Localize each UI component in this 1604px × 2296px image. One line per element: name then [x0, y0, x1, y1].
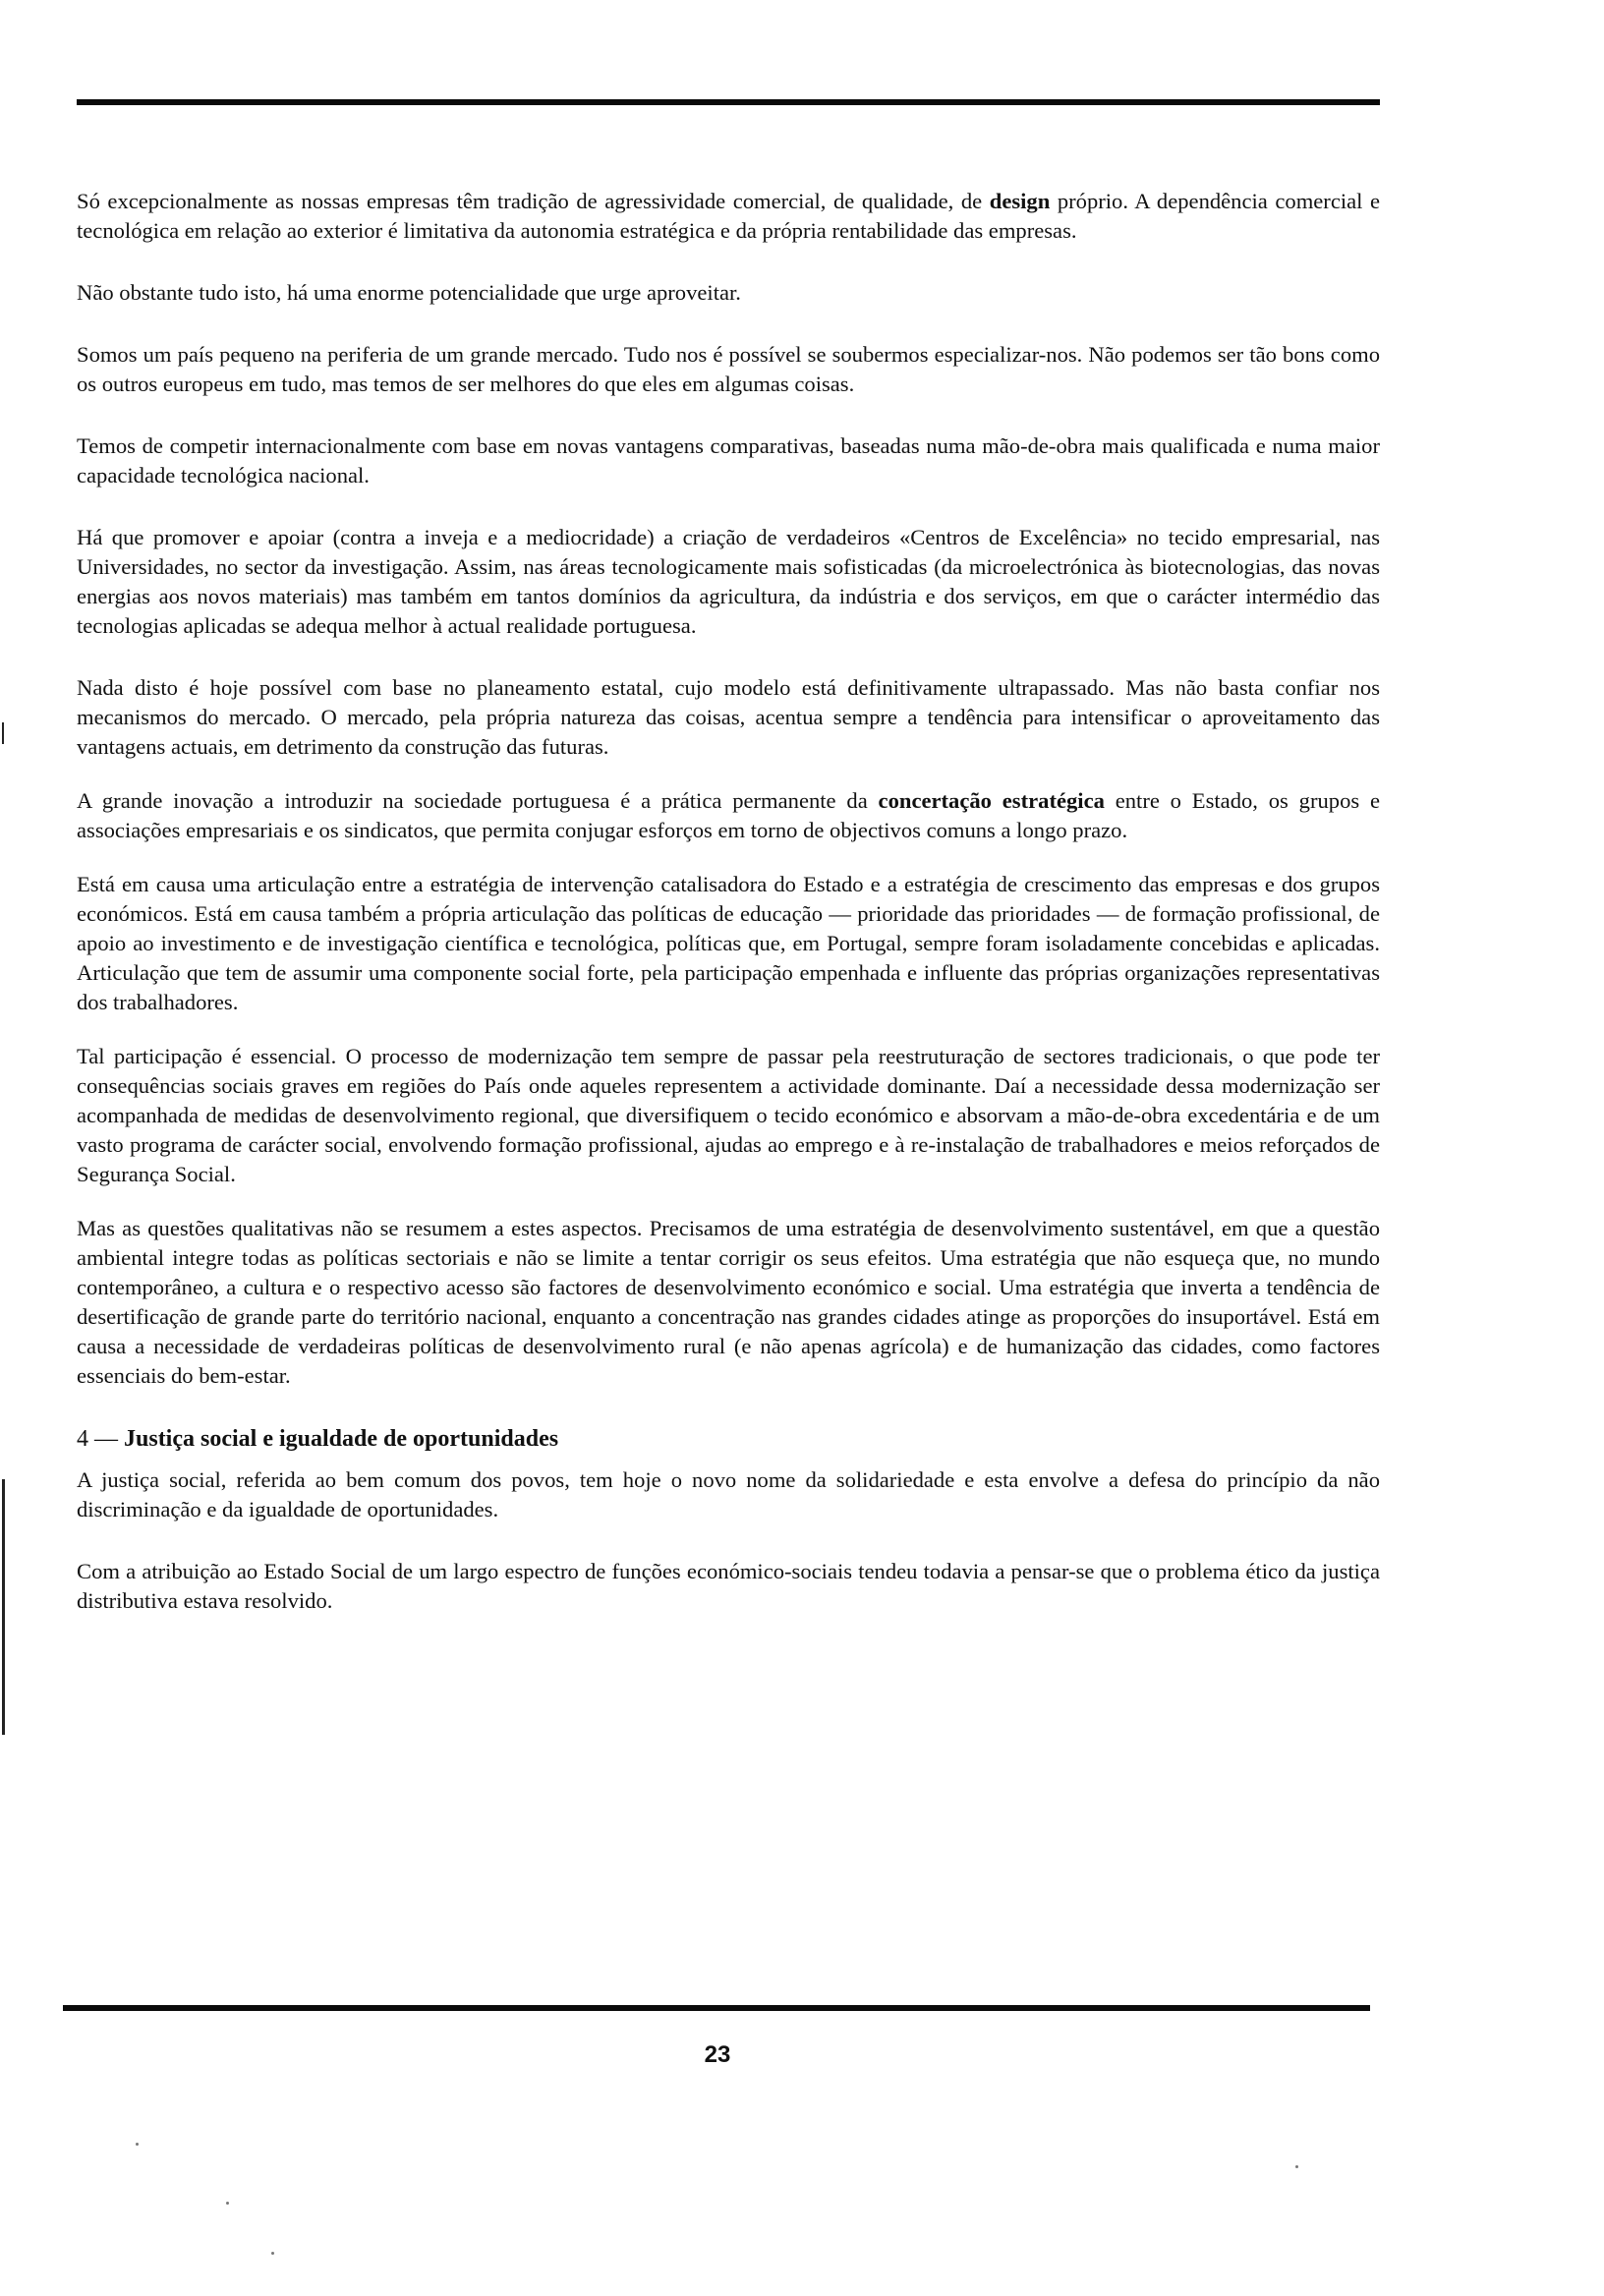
scan-margin-tick: [2, 722, 4, 744]
paragraph: [77, 1465, 1380, 1524]
paragraph: [77, 1214, 1380, 1391]
paragraph-text: Nada disto é hoje possível com base no planeamento estatal, cujo modelo está definitivamente ultrapassado. Mas não basta confiar nos mecanismos do mercado. O mercado, pela própria natureza das coisas, acentua sempre a tendência para intensificar o aproveitamento das vantagens actuais, em detrimento da construção das futuras.: [77, 675, 1380, 759]
paragraph: [77, 278, 1380, 308]
top-rule: [77, 99, 1380, 105]
paragraph-text: Tal participação é essencial. O processo de modernização tem sempre de passar pela reestruturação de sectores tradicionais, o que pode ter consequências sociais graves em regiões do País onde aqueles representem a actividade dominante. Daí a necessidade dessa modernização ser acompanhada de medidas de desenvolvimento regional, que diversifiquem o tecido económico e absorvam a mão-de-obra excedentária e de um vasto programa de carácter social, envolvendo formação profissional, ajudas ao emprego e à re-instalação de trabalhadores e meios reforçados de Segurança Social.: [77, 1044, 1380, 1186]
paragraph-text: Só excepcionalmente as nossas empresas têm tradição de agressividade comercial, de qualidade, de: [77, 189, 990, 213]
paragraph: [77, 673, 1380, 762]
paragraph: [77, 340, 1380, 399]
paragraph: [77, 431, 1380, 490]
paragraph-text: Somos um país pequeno na periferia de um grande mercado. Tudo nos é possível se soubermos especializar-nos. Não podemos ser tão bons como os outros europeus em tudo, mas temos de ser melhores do que eles em algumas coisas.: [77, 342, 1380, 396]
paragraph-text: Há que promover e apoiar (contra a inveja e a mediocridade) a criação de verdadeiros «Centros de Excelência» no tecido empresarial, nas Universidades, no sector da investigação. Assim, nas áreas tecnologicamente mais sofisticadas (da microelectrónica às biotecnologias, das novas energias aos novos materiais) mas também em tantos domínios da agricultura, da indústria e dos serviços, em que o carácter intermédio das tecnologias aplicadas se adequa melhor à actual realidade portuguesa.: [77, 525, 1380, 638]
body-text: [77, 187, 1380, 1648]
scan-speck: [1295, 2165, 1298, 2168]
bold-phrase: design: [989, 189, 1051, 213]
paragraph-text: Temos de competir internacionalmente com base em novas vantagens comparativas, baseadas numa mão-de-obra mais qualificada e numa maior capacidade tecnológica nacional.: [77, 433, 1380, 488]
paragraph: [77, 1042, 1380, 1189]
paragraph-text: Não obstante tudo isto, há uma enorme potencialidade que urge aproveitar.: [77, 280, 741, 305]
page-number: 23: [704, 2041, 731, 2068]
paragraph: [77, 187, 1380, 246]
paragraph-text: Com a atribuição ao Estado Social de um largo espectro de funções económico-sociais tendeu todavia a pensar-se que o problema ético da justiça distributiva estava resolvido.: [77, 1559, 1380, 1613]
paragraph-text: Mas as questões qualitativas não se resumem a estes aspectos. Precisamos de uma estratégia de desenvolvimento sustentável, em que a questão ambiental integre todas as políticas sectoriais e não se limite a tentar corrigir os seus efeitos. Uma estratégia que não esqueça que, no mundo contemporâneo, a cultura e o respectivo acesso são factores de desenvolvimento económico e social. Uma estratégia que inverta a tendência de desertificação de grande parte do território nacional, enquanto a concentração nas grandes cidades atinge as proporções do insuportável. Está em causa a necessidade de verdadeiras políticas de desenvolvimento rural (e não apenas agrícola) e de humanização das cidades, como factores essenciais do bem-estar.: [77, 1216, 1380, 1388]
paragraph-text: A grande inovação a introduzir na sociedade portuguesa é a prática permanente da: [77, 788, 879, 813]
section-number: 4 —: [77, 1426, 118, 1452]
bold-phrase: concertação estratégica: [878, 788, 1105, 813]
scan-speck: [226, 2202, 229, 2205]
section-title: Justiça social e igualdade de oportunidades: [124, 1426, 559, 1452]
section-heading: [77, 1424, 1380, 1454]
scan-speck: [136, 2143, 139, 2146]
section-paragraph-list: [77, 1465, 1380, 1616]
paragraph: [77, 1557, 1380, 1616]
paragraph-list: [77, 187, 1380, 1391]
paragraph: [77, 786, 1380, 845]
paragraph-text: Está em causa uma articulação entre a estratégia de intervenção catalisadora do Estado e a estratégia de crescimento das empresas e dos grupos económicos. Está em causa também a própria articulação das políticas de educação — prioridade das prioridades — de formação profissional, de apoio ao investimento e de investigação científica e tecnológica, políticas que, em Portugal, sempre foram isoladamente concebidas e aplicadas. Articulação que tem de assumir uma componente social forte, pela participação empenhada e influente das próprias organizações representativas dos trabalhadores.: [77, 872, 1380, 1014]
paragraph: [77, 870, 1380, 1017]
paragraph-text: entre o Estado, os grupos e associações empresariais e os sindicatos, que permita conjugar esforços em torno de objectivos comuns a longo prazo.: [77, 788, 1381, 842]
paragraph-text: próprio. A dependência comercial e tecnológica em relação ao exterior é limitativa da autonomia estratégica e da própria rentabilidade das empresas.: [77, 189, 1381, 243]
bottom-rule: [63, 2005, 1370, 2011]
paragraph: [77, 523, 1380, 641]
scan-margin-mark: [2, 1479, 5, 1735]
scan-speck: [271, 2252, 274, 2255]
paragraph-text: A justiça social, referida ao bem comum dos povos, tem hoje o novo nome da solidariedade e esta envolve a defesa do princípio da não discriminação e da igualdade de oportunidades.: [77, 1467, 1380, 1521]
